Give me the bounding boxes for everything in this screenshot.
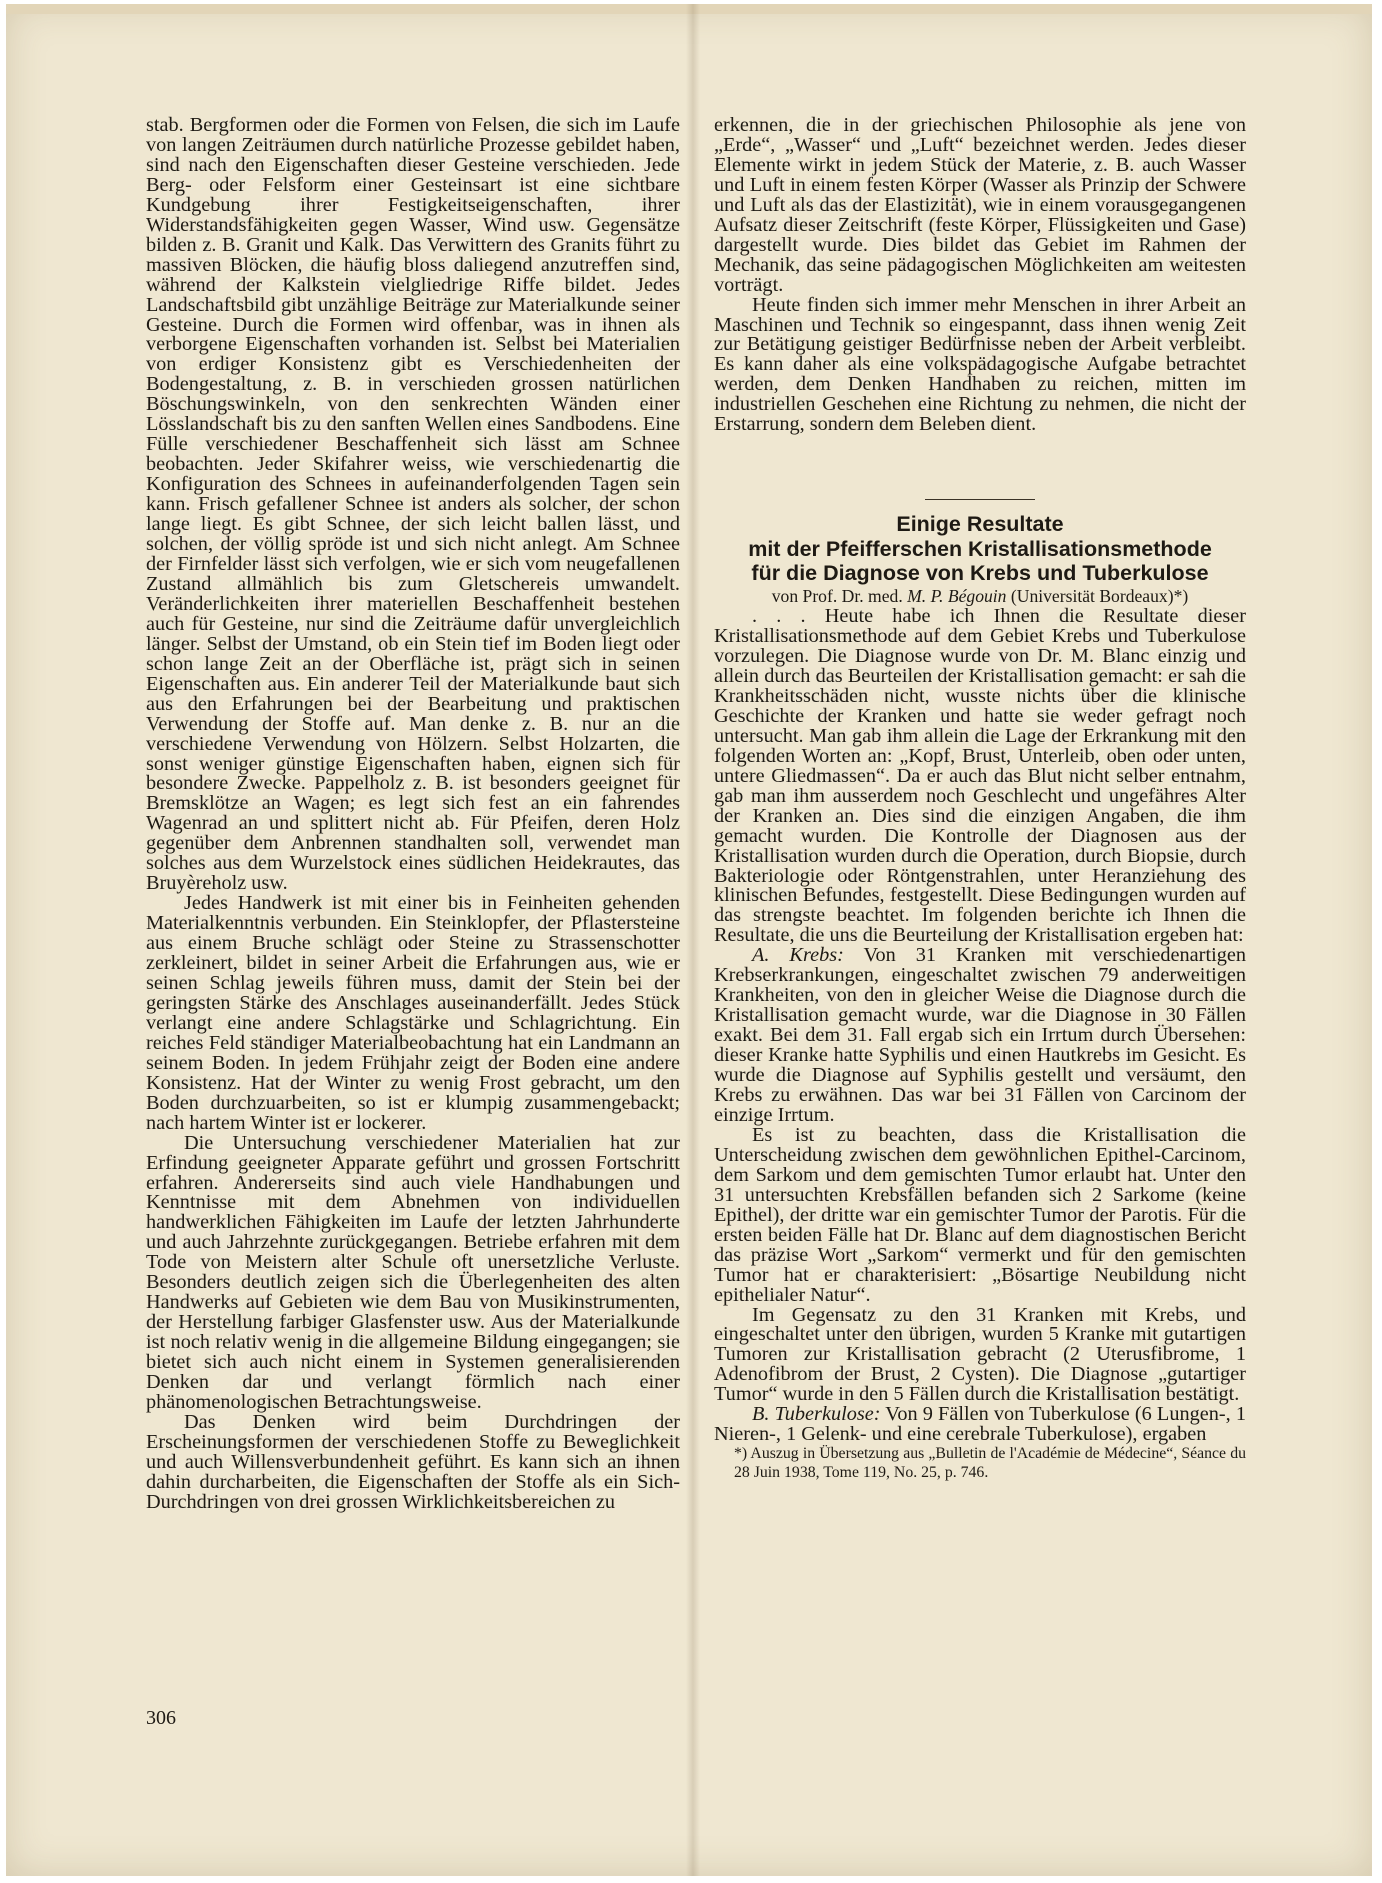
footnote: *) Auszug in Übersetzung aus „Bulletin de l'Académie de Médecine“, Séance du 28 Juin 1938, Tome 119, No. 25, p. 746. [734,1445,1246,1481]
article-title-line-2: mit der Pfeifferschen Kristallisationsmethode [748,536,1212,561]
byline-suffix: (Universität Bordeaux)*) [1006,586,1189,607]
page-number: 306 [146,1707,176,1729]
page-fold [686,4,700,1876]
byline-prefix: von Prof. Dr. med. [771,586,908,607]
article-paragraph-3: Es ist zu beachten, dass die Kristallisation die Unterscheidung zwischen dem gewöhnlichen Epithel-Carcinom, dem Sarkom und dem gemischten Tumor erlaubt hat. Unter den 31 untersuchten Krebsfällen befanden sich 2 Sarkome (keine Epithel), der dritte war ein gemischter Tumor der Parotis. Für die ersten beiden Fälle hat Dr. Blanc auf dem diagnostischen Bericht das präzise Wort „Sarkom“ vermerkt und für den gemischten Tumor hat er charakterisiert: „Bösartige Neubildung nicht epithelialer Natur“. [714,1123,1246,1306]
section-a-text: Von 31 Kranken mit verschiedenartigen Krebserkrankungen, eingeschaltet zwischen 79 anderweitigen Krankheiten, von den in gleicher Weise die Diagnose durch die Kristallisation gemacht wurde, war die Diagnose in 30 Fällen exakt. Bei dem 31. Fall ergab sich ein Irrtum durch Übersehen: dieser Kranke hatte Syphilis und einen Hautkrebs im Gesicht. Es wurde die Diagnose auf Syphilis gestellt und versäumt, den Krebs zu erwähnen. Das war bei 31 Fällen von Carcinom der einzige Irrtum. [714,944,1246,1126]
right-paragraph-1: erkennen, die in der griechischen Philosophie als jene von „Erde“, „Wasser“ und „Luft“ bezeichnet werden. Jedes dieser Elemente wirkt in jedem Stück der Materie, z. B. auch Wasser und Luft in einem festen Körper (Wasser als Prinzip der Schwere und Luft als das der Elastizität), wie in einem vorausgegangenen Aufsatz dieser Zeitschrift (feste Körper, Flüssigkeiten und Gase) dargestellt wurde. Dies bildet das Gebiet im Rahmen der Mechanik, das seine pädagogischen Möglichkeiten am weitesten vorträgt. [714,114,1246,296]
section-a-label: A. Krebs: [752,944,844,967]
left-paragraph-4: Das Denken wird beim Durchdringen der Erscheinungsformen der verschiedenen Stoffe zu Beweglichkeit und auch Willensverbundenheit geführt. Es kann sich an ihnen dahin durcharbeiten, die Eigenschaften der Stoffe als ein Sich-Durchdringen von drei grossen Wirklichkeitsbereichen zu [146,1410,680,1513]
left-paragraph-3: Die Untersuchung verschiedener Materialien hat zur Erfindung geeigneter Apparate geführt und grossen Fortschritt erfahren. Andererseits sind auch viele Handhabungen und Kenntnisse mit dem Abnehmen von individuellen handwerklichen Fähigkeiten im Laufe der letzten Jahrhunderte und auch Jahrzehnte zurückgegangen. Betriebe erfahren mit dem Tode von Meistern alter Schule oft unersetzliche Verluste. Besonders deutlich zeigen sich die Überlegenheiten des alten Handwerks auf Gebieten wie dem Bau von Musikinstrumenten, der Herstellung farbiger Glasfenster usw. Aus der Materialkunde ist noch relativ wenig in die allgemeine Bildung eingegangen; sie bietet sich auch nicht einem in Systemen generalisierenden Denken dar und verlangt förmlich nach einer phänomenologischen Betrachtungsweise. [146,1131,680,1413]
section-b-label: B. Tuberkulose: [752,1403,881,1426]
right-column [714,116,1246,1483]
left-paragraph-2: Jedes Handwerk ist mit einer bis in Feinheiten gehenden Materialkenntnis verbunden. Ein Steinklopfer, der Pflastersteine aus einem Bruche schlägt oder Steine zu Strassenschotter zerkleinert, bildet in seiner Arbeit die Erfahrungen aus, wie er seinen Schlag jeweils führen muss, damit der Stein bei der geringsten Stärke des Anschlages auseinanderfällt. Jedes Stück verlangt eine andere Schlagstärke und Schlagrichtung. Ein reiches Feld ständiger Materialbeobachtung hat ein Landmann an seinem Boden. In jedem Frühjahr zeigt der Boden eine andere Konsistenz. Hat der Winter zu wenig Frost gebracht, um den Boden durchzuarbeiten, so ist er klumpig zusammengebackt; nach hartem Winter ist er lockerer. [146,892,680,1134]
left-column [146,116,680,1513]
article-paragraph-1: . . . Heute habe ich Ihnen die Resultate dieser Kristallisationsmethode auf dem Gebiet Krebs und Tuberkulose vorzulegen. Die Diagnose wurde von Dr. M. Blanc einzig und allein durch das Beurteilen der Kristallisation gemacht: er sah die Krankheitsschäden nicht, wusste nichts über die klinische Geschichte der Kranken und hatte sie weder gefragt noch untersucht. Man gab ihm allein die Lage der Erkrankung mit den folgenden Worten an: „Kopf, Brust, Unterleib, oben oder unten, untere Gliedmassen“. Da er auch das Blut nicht selber entnahm, gab man ihm ausserdem noch Geschlecht und ungefähres Alter der Kranken an. Dies sind die einzigen Angaben, die ihm gemacht wurden. Die Kontrolle der Diagnosen aus der Kristallisation wurden durch die Operation, durch Biopsie, durch Bakteriologie oder Röntgenstrahlen, unter Heranziehung des klinischen Befundes, festgestellt. Diese Bedingungen wurden auf das strengste beachtet. Im folgenden berichte ich Ihnen die Resultate, die uns die Beurteilung der Kristallisation ergeben hat: [714,605,1246,947]
document-page [6,4,1372,1876]
article-section-b [714,1405,1246,1445]
left-paragraph-1: stab. Bergformen oder die Formen von Felsen, die sich im Laufe von langen Zeiträumen durch natürliche Prozesse gebildet haben, sind nach den Eigenschaften dieser Gesteine verschieden. Jede Berg- oder Felsform einer Gesteinsart ist eine sichtbare Kundgebung ihrer Festigkeitseigenschaften, ihrer Widerstandsfähigkeiten gegen Wasser, Wind usw. Gegensätze bilden z. B. Granit und Kalk. Das Verwittern des Granits führt zu massiven Blöcken, die häufig bloss daliegend anzutreffen sind, während der Kalkstein vielgliedrige Riffe bildet. Jedes Landschaftsbild gibt unzählige Beiträge zur Materialkunde seiner Gesteine. Durch die Formen wird offenbar, was in ihnen als verborgene Eigenschaften vorhanden ist. Selbst bei Materialien von erdiger Konsistenz gibt es Verschiedenheiten der Bodengestaltung, z. B. in verschieden grossen natürlichen Böschungswinkeln, von den senkrechten Wänden einer Lösslandschaft bis zu den sanften Wellen eines Sandbodens. Eine Fülle verschiedener Beschaffenheit sich lässt am Schnee beobachten. Jeder Skifahrer weiss, wie verschiedenartig die Konfiguration des Schnees in aufeinanderfolgenden Tagen sein kann. Frisch gefallener Schnee ist anders als solcher, der schon lange liegt. Es gibt Schnee, der sich leicht ballen lässt, und solchen, der völlig spröde ist und sich nicht anlegt. Am Schnee der Firnfelder lässt sich verfolgen, wie er sich vom neugefallenen Zustand allmählich bis zum Gletschereis umwandelt. Veränderlichkeiten ihrer materiellen Beschaffenheit bestehen auch für Gesteine, nur sind die Zeiträume dafür unvergleichlich länger. Selbst der Umstand, ob ein Stein tief im Boden liegt oder schon lange Zeit an der Oberfläche ist, prägt sich in seinen Eigenschaften aus. Ein anderer Teil der Materialkunde baut sich aus den Erfahrungen bei der Bearbeitung und praktischen Verwendung der Stoffe auf. Man denke z. B. nur an die verschiedene Verwendung von Hölzern. Selbst Holzarten, die sonst weniger günstige Eigenschaften haben, eignen sich für besondere Zwecke. Pappelholz z. B. ist besonders geeignet für Bremsklötze an Wagen; es legt sich fest an ein fahrendes Wagenrad an und splittert nicht ab. Für Pfeifen, deren Holz gegenüber dem Anbrennen standhalten soll, verwendet man solches aus dem Wurzelstock eines südlichen Heidekrautes, das Bruyèreholz usw. [146,114,680,895]
article-section-a [714,946,1246,1126]
article-title-line-1: Einige Resultate [896,512,1064,537]
right-paragraph-2: Heute finden sich immer mehr Menschen in ihrer Arbeit an Maschinen und Technik so eingespannt, dass ihnen wenig Zeit zur Betätigung geistiger Bedürfnisse neben der Arbeit verbleibt. Es kann daher als eine volkspädagogische Aufgabe betrachtet werden, dem Denken Handhaben zu reichen, mitten im industriellen Geschehen eine Richtung zu nehmen, die nicht der Erstarrung, sondern dem Beleben dient. [714,293,1246,436]
byline-author: M. P. Bégouin [907,586,1007,607]
article-byline [714,585,1246,607]
section-b-text: Von 9 Fällen von Tuberkulose (6 Lungen-, 1 Nieren-, 1 Gelenk- und eine cerebrale Tuberkulose), ergaben [714,1403,1246,1446]
section-divider [925,499,1035,500]
article-title [714,512,1246,585]
article-paragraph-4: Im Gegensatz zu den 31 Kranken mit Krebs, und eingeschaltet unter den übrigen, wurden 5 Kranke mit gutartigen Tumoren zur Kristallisation gebracht (2 Uterusfibrome, 1 Adenofibrom der Brust, 2 Cysten). Die Diagnose „gutartiger Tumor“ wurde in den 5 Fällen durch die Kristallisation bestätigt. [714,1303,1246,1406]
article-title-line-3: für die Diagnose von Krebs und Tuberkulose [751,560,1209,585]
